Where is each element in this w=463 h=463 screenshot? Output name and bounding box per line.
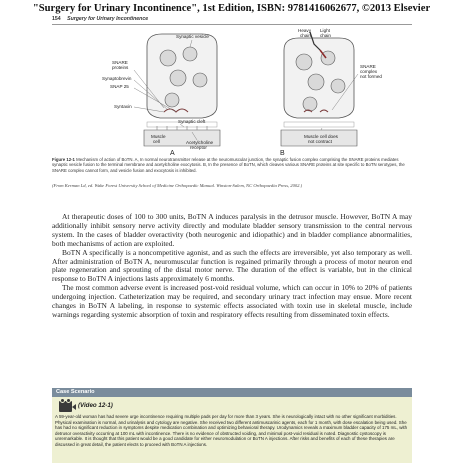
- case-scenario-header: Case Scenario: [52, 388, 412, 397]
- video-reference: (Video 12-1): [78, 402, 113, 409]
- label-muscle-not-contract: Muscle cell does: [304, 134, 338, 139]
- figure-number: Figure 12-1: [52, 157, 75, 162]
- running-title: Surgery for Urinary Incontinence: [67, 16, 149, 22]
- label-synaptic-vesicle: Synaptic vesicle: [176, 34, 209, 39]
- panel-letter-b: B: [280, 150, 285, 156]
- body-text: [52, 213, 412, 320]
- vesicle-b1: [296, 54, 312, 70]
- label-muscle-cell-2: cell: [153, 139, 160, 144]
- page-number: 154: [52, 16, 61, 22]
- figure-caption: [52, 157, 412, 173]
- label-light-chain-2: chain: [320, 33, 331, 38]
- figure-caption-text: Mechanism of action of BoTN. A, In normal neurotransmitter release at the neuromuscular junction, the synaptic fusion complex comprising the SNARE proteins mediates synaptic vesicle fusion to the terminal membrane and acetylcholine exocytosis. B, In the presence of BoTN, which cleaves various SNARE proteins at site specific to BoTN serotypes, the SNARE complex cannot form, and vesicle fusion and exocytosis is inhibited.: [52, 157, 405, 173]
- label-snare-not-formed-3: not formed: [360, 74, 382, 79]
- label-snare-proteins-2: proteins: [112, 65, 129, 70]
- label-snare-not-formed: SNARE: [360, 64, 376, 69]
- label-synaptic-cleft: Synaptic cleft: [178, 119, 206, 124]
- vesicle-b3: [308, 74, 324, 90]
- paragraph-2: BoTN A specifically is a noncompetitive agonist, and as such the effects are irreversible, yet also temporary as well. After administration of BoTN A, neuromuscular function is regained primarily through a process of motor neuron end plate regeneration and sprouting of the distal motor nerve. The duration of the effect is variable, but in the clinical response to BoTN A injections lasts approximately 6 months.: [52, 247, 412, 284]
- panel-letter-a: A: [170, 150, 175, 156]
- vesicle-a2: [183, 47, 197, 61]
- label-syntaxin: Syntaxin: [114, 104, 132, 109]
- label-muscle-cell: Muscle: [151, 134, 166, 139]
- label-acetylcholine: Acetylcholine: [186, 140, 214, 145]
- vesicle-b5: [303, 97, 317, 111]
- label-heavy-chain: Heavy: [298, 28, 312, 33]
- vesicle-a4: [193, 73, 207, 87]
- label-snare-not-formed-2: complex: [360, 69, 378, 74]
- paragraph-3: The most common adverse event is increased post-void residual volume, which can occur in 10% to 20% of patients undergoing injection. Catheterization may be required, and secondary urinary tract infection may ensue. More recent changes in BoTN A labeling, in response to systemic effects associated with toxin use in skeletal muscle, include warnings regarding systemic absorption of toxin and respiratory effects resulting from disseminated toxin effects.: [52, 283, 412, 319]
- vesicle-a3: [170, 70, 186, 86]
- label-synaptobrevin: Synaptobrevin: [102, 76, 132, 81]
- label-snap25: SNAP 25: [110, 84, 129, 89]
- vesicle-a5: [165, 93, 179, 107]
- label-acetylcholine-2: receptor: [190, 145, 207, 150]
- case-scenario-text: A 59-year-old woman has had severe urge incontinence requiring multiple pads per day for more than 3 years. She is neurologically intact with no other significant morbidities. Physical examination is normal, and urinalysis and cytology are negative. She received two different antimuscarinic agents, each for 1 month, with dose escalation being used. She has had no significant reduction in symptoms despite medication combination and optimizing behavioral therapy. Urodynamics reveals a maximum bladder capacity of 175 mL, with detrusor overactivity occurring at 100 mL with incontinence. There is no evidence of obstructed voiding, and minimal post-void residual is noted. Diagnostic cystoscopy is unremarkable. It is thought that this patient would be a good candidate for either neuromodulation or BoTN A injections. After risks and benefits of each of these therapies are discussed in great detail, the patient elects to proceed with BoTN A injections.: [55, 414, 408, 447]
- figure-source: (From Kerman Ld, ed. Wake Forest University School of Medicine Orthopaedic Manual. Winston-Salem, NC Orthopaedia Press, 2002.): [52, 183, 303, 188]
- vesicle-a1: [160, 50, 176, 66]
- running-head: [52, 16, 412, 25]
- synaptic-cleft-b: [284, 122, 354, 127]
- book-title: "Surgery for Urinary Incontinence", 1st Edition, ISBN: 9781416062677, ©2013 Elsevier: [32, 3, 431, 14]
- label-heavy-chain-2: chain: [300, 33, 311, 38]
- figure-illustration: [52, 28, 412, 156]
- label-snare-proteins: SNARE: [112, 60, 128, 65]
- case-scenario-box: [52, 397, 412, 463]
- label-muscle-not-contract-2: not contract: [308, 139, 333, 144]
- figure-12-1: [52, 28, 412, 156]
- vesicle-b4: [331, 79, 345, 93]
- book-page: [52, 16, 412, 463]
- paragraph-1: At therapeutic doses of 100 to 300 units, BoTN A induces paralysis in the detrusor muscle. However, BoTN A may additionally inhibit sensory nerve activity directly and modulate bladder sensory transmission to the central nervous system. In the cases of bladder overactivity (both neurogenic and idiopathic) and in bladder compliance abnormalities, both mechanisms of action are exploited.: [52, 212, 412, 248]
- video-camera-icon: [59, 401, 72, 412]
- label-light-chain: Light: [320, 28, 330, 33]
